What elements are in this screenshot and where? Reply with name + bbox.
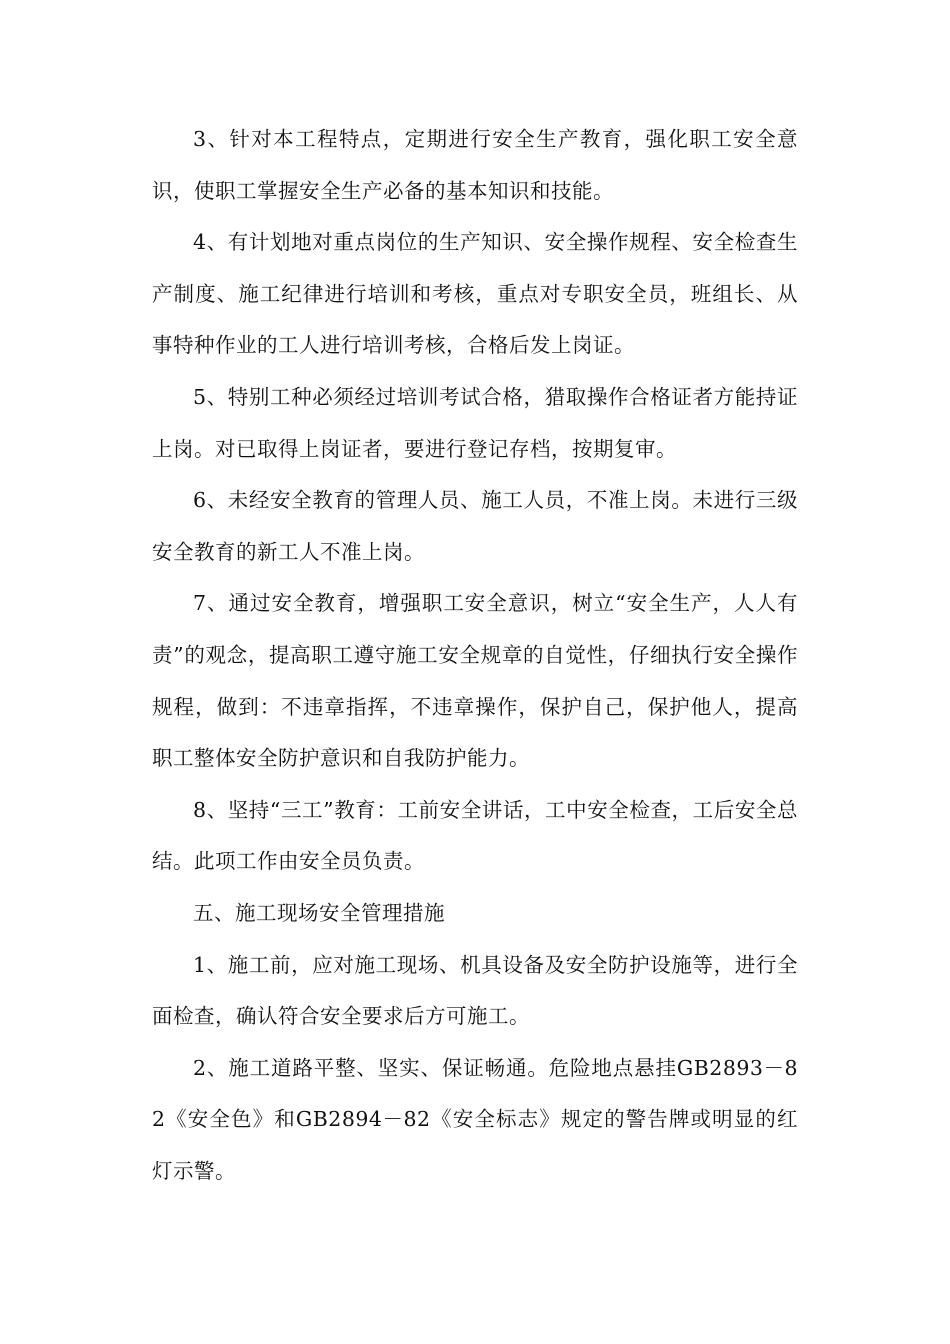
paragraph-item-2: 2、施工道路平整、坚实、保证畅通。危险地点悬挂GB2893－82《安全色》和GB2894－82《安全标志》规定的警告牌或明显的红灯示警。 [152, 1055, 798, 1183]
paragraph-item-8: 8、坚持“三工”教育：工前安全讲话，工中安全检查，工后安全总结。此项工作由安全员负责。 [152, 797, 798, 874]
paragraph-item-1: 1、施工前，应对施工现场、机具设备及安全防护设施等，进行全面检查，确认符合安全要求后方可施工。 [152, 952, 798, 1029]
document-body [152, 114, 798, 1197]
paragraph-item-6: 6、未经安全教育的管理人员、施工人员，不准上岗。未进行三级安全教育的新工人不准上岗。 [152, 488, 798, 564]
paragraph-item-3: 3、针对本工程特点，定期进行安全生产教育，强化职工安全意识，使职工掌握安全生产必备的基本知识和技能。 [152, 127, 798, 203]
paragraph-item-7: 7、通过安全教育，增强职工安全意识，树立“安全生产，人人有责”的观念，提高职工遵守施工安全规章的自觉性，仔细执行安全操作规程，做到：不违章指挥，不违章操作，保护自己，保护他人，提高职工整体安全防护意识和自我防护能力。 [152, 591, 798, 771]
paragraph-item-5: 5、特别工种必须经过培训考试合格，猎取操作合格证者方能持证上岗。对已取得上岗证者，要进行登记存档，按期复审。 [152, 384, 798, 461]
paragraph-item-4: 4、有计划地对重点岗位的生产知识、安全操作规程、安全检查生产制度、施工纪律进行培训和考核，重点对专职安全员，班组长、从事特种作业的工人进行培训考核，合格后发上岗证。 [152, 230, 798, 358]
section-heading: 五、施工现场安全管理措施 [193, 900, 445, 925]
